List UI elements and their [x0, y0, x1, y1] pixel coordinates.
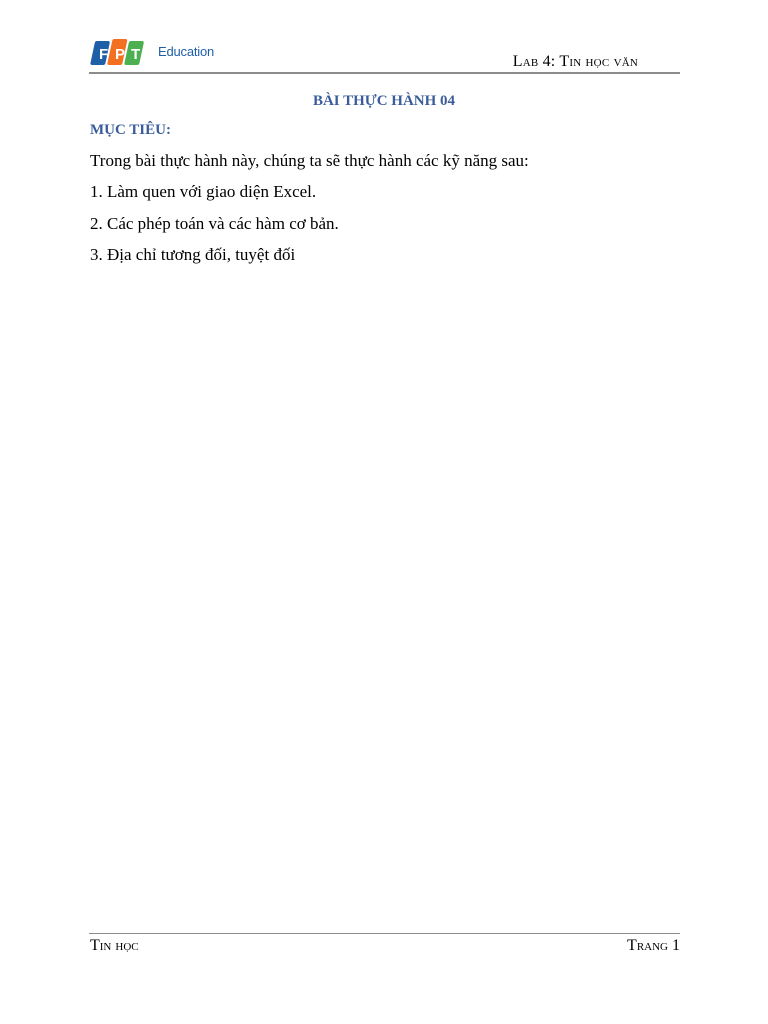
logo-text: Education — [158, 43, 215, 59]
document-title: BÀI THỰC HÀNH 04 — [312, 93, 456, 109]
objective-item-1: 1. Làm quen với giao diện Excel. — [90, 182, 317, 201]
intro-paragraph: Trong bài thực hành này, chúng ta sẽ thực hành các kỹ năng sau: — [90, 151, 529, 170]
section-heading: MỤC TIÊU: — [90, 122, 171, 138]
footer-page-number: Trang 1 — [627, 937, 680, 954]
fpt-education-logo — [90, 37, 214, 69]
header-divider — [89, 72, 680, 74]
logo-brand-letter-p: P — [115, 46, 126, 63]
footer-divider — [89, 933, 680, 934]
logo-brand-letter-f: F — [99, 46, 109, 63]
fpt-logo-icon — [90, 37, 146, 69]
objective-item-3: 3. Địa chỉ tương đối, tuyệt đối — [90, 245, 296, 264]
logo-brand-letter-t: T — [131, 46, 141, 63]
footer-subject: Tin học — [90, 937, 139, 954]
objective-item-2: 2. Các phép toán và các hàm cơ bản. — [90, 214, 339, 233]
lab-title: Lab 4: Tin học văn — [512, 53, 638, 70]
